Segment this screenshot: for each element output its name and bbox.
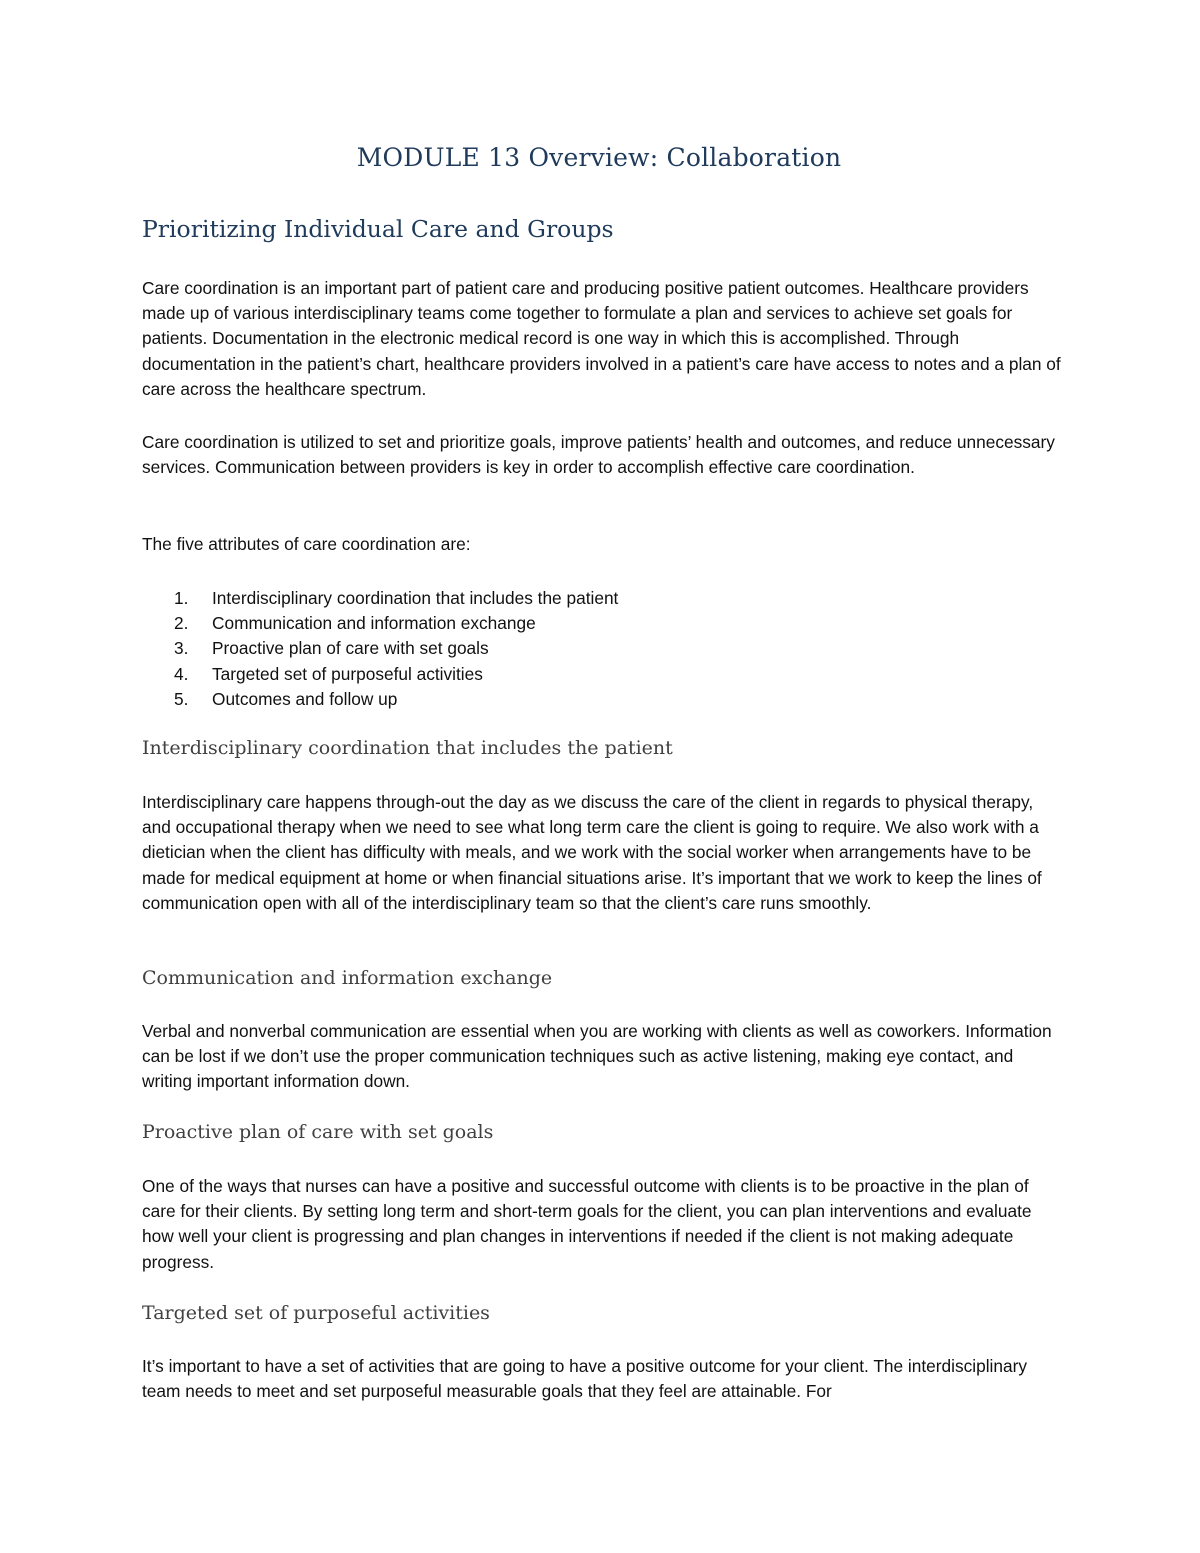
subheading-targeted-activities: Targeted set of purposeful activities (142, 1302, 490, 1324)
list-item-text: Targeted set of purposeful activities (212, 663, 483, 684)
attributes-list (142, 586, 618, 712)
list-item (142, 611, 618, 636)
list-number: 4. (174, 663, 189, 684)
list-item (142, 662, 618, 687)
list-item (142, 636, 618, 661)
list-number: 1. (174, 588, 189, 608)
list-item-text: Interdisciplinary coordination that includes the patient (212, 588, 619, 608)
list-item-text: Proactive plan of care with set goals (212, 638, 489, 659)
intro-paragraph-1: Care coordination is an important part of patient care and producing positive patient outcomes. Healthcare providers made up of various interdisciplinary teams come together to formulate a plan and services to achieve set goals for patients. Documentation in the electronic medical record is one way in which this is accomplished. Through documentation in the patient’s chart, healthcare providers involved in a patient’s care have access to notes and a plan of care across the healthcare spectrum. (142, 278, 1061, 399)
list-number: 2. (174, 613, 189, 634)
list-item-text: Outcomes and follow up (212, 688, 398, 709)
paragraph-targeted-activities: It’s important to have a set of activities that are going to have a positive outcome for your client. The interdisciplinary team needs to meet and set purposeful measurable goals that they feel are attainable. For (142, 1356, 1028, 1402)
intro-paragraph-3: The five attributes of care coordination are: (142, 534, 471, 554)
paragraph-proactive-plan: One of the ways that nurses can have a positive and successful outcome with clients is to be proactive in the plan of care for their clients. By setting long term and short-term goals for the client, you can plan interventions and evaluate how well your client is progressing and plan changes in interventions if needed if the client is not making adequate progress. (142, 1176, 1032, 1272)
section-heading-prioritizing: Prioritizing Individual Care and Groups (142, 215, 614, 243)
subheading-interdisciplinary: Interdisciplinary coordination that includes the patient (142, 737, 673, 759)
list-item-text: Communication and information exchange (212, 613, 536, 634)
document-title: MODULE 13 Overview: Collaboration (356, 143, 842, 172)
paragraph-communication: Verbal and nonverbal communication are essential when you are working with clients as well as coworkers. Information can be lost if we don’t use the proper communication techniques such as active listening, making eye contact, and writing important information down. (142, 1021, 1052, 1092)
paragraph-interdisciplinary: Interdisciplinary care happens through-out the day as we discuss the care of the client in regards to physical therapy, and occupational therapy when we need to see what long term care the client is going to require. We also work with a dietician when the client has difficulty with meals, and we work with the social worker when arrangements have to be made for medical equipment at home or when financial situations arise. It’s important that we work to keep the lines of communication open with all of the interdisciplinary team so that the client’s care runs smoothly. (142, 792, 1042, 913)
intro-paragraph-2: Care coordination is utilized to set and prioritize goals, improve patients’ health and outcomes, and reduce unnecessary services. Communication between providers is key in order to accomplish effective care coordination. (142, 432, 1055, 478)
subheading-communication: Communication and information exchange (142, 967, 553, 989)
subheading-proactive-plan: Proactive plan of care with set goals (142, 1121, 494, 1143)
list-number: 5. (174, 688, 189, 709)
list-item (142, 586, 618, 611)
list-number: 3. (174, 638, 189, 659)
list-item (142, 687, 618, 712)
